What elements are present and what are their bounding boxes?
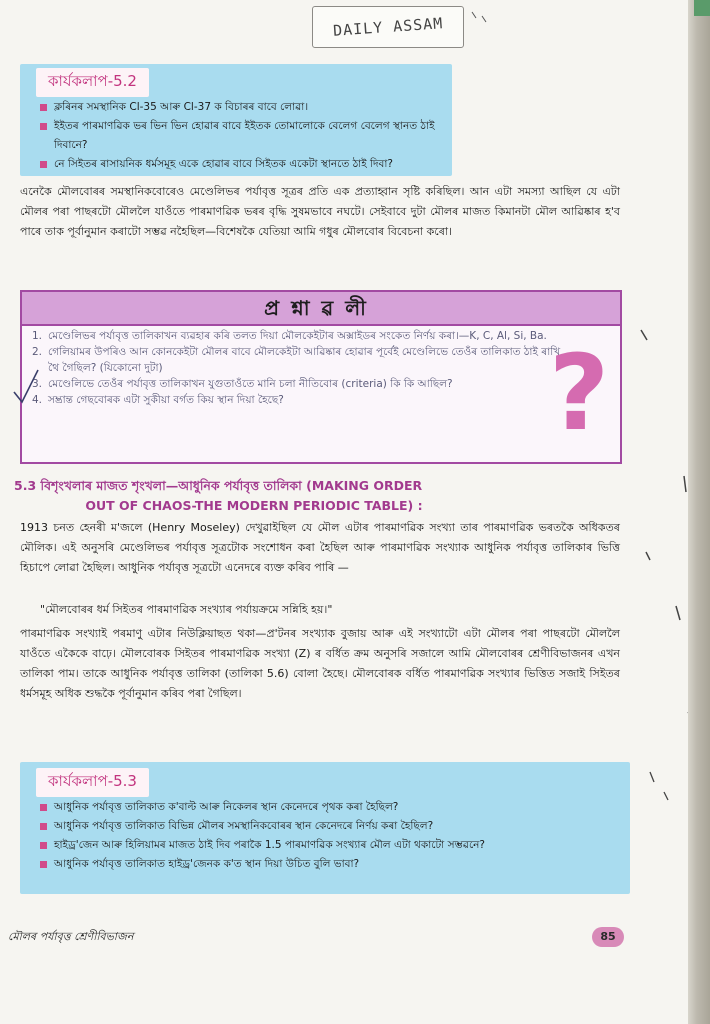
question-number: 1. bbox=[32, 330, 43, 342]
list-item: আধুনিক পৰ্যাবৃত্ত তালিকাত ক'বাল্ট আৰু নিকেলৰ স্থান কেনেদৰে পৃথক কৰা হৈছিল? bbox=[40, 798, 626, 817]
ink-stroke bbox=[650, 772, 668, 800]
stamp-text: DAILY ASSAM bbox=[332, 14, 444, 40]
paragraph: 1913 চনত হেনৰী ম'জলে (Henry Moseley) দেখুৱাইছিল যে মৌল এটাৰ পাৰমাণৱিক সংখ্যা তাৰ পাৰমাণৱিক ভৰতকৈ অধিকতৰ মৌলিক। এই অনুসৰি মেণ্ডেলিভৰ পৰ্যাবৃত্ত সূত্ৰটোক সংশোধন কৰা হৈছিল আৰু পাৰমাণৱিক সংখ্যাক আধুনিক পৰ্যাবৃত্ত তালিকাৰ ভিত্তি হিচাপে লোৱা হৈছিল। আধুনিক পৰ্যাবৃত্ত সূত্ৰটো এনেদৰে ব্যক্ত কৰিব পাৰি — bbox=[20, 521, 620, 574]
question-mark-icon: ? bbox=[548, 332, 610, 454]
paragraph: পাৰমাণৱিক সংখ্যাই পৰমাণু এটাৰ নিউক্লিয়াছত থকা—প্ৰ'টনৰ সংখ্যাক বুজায় আৰু এই সংখ্যাটো এটা মৌলৰ পৰা পাছৰটো মৌললৈ যাওঁতে একৈকে বাঢ়ে। মৌলবোৰক সিইতৰ পাৰমাণৱিক সংখ্যা (Z) ৰ বৰ্ধিত ক্ৰম অনুসৰি সজালে আমি মৌলবোৰৰ শ্ৰেণীবিভাজনৰ এখন তালিকা পাম। তাকে আধুনিক পৰ্যাবৃত্ত তালিকা (তালিকা 5.6) বোলা হৈছে। মৌলবোৰক বৰ্ধিত পাৰমাণৱিক সংখ্যাৰ ভিত্তিত সজাই সিইতৰ ধৰ্মসমূহ অধিক শুদ্ধকৈ পূৰ্বানুমান কৰিব পৰা গৈছিল। bbox=[20, 627, 620, 700]
paragraph: এনেকৈ মৌলবোৰৰ সমস্থানিকবোৰেও মেণ্ডেলিভৰ পৰ্যাবৃত্ত সূত্ৰৰ প্ৰতি এক প্ৰত্যাহ্বান সৃষ্টি কৰিছিল। আন এটা সমস্যা আছিল যে এটা মৌলৰ পৰা পাছৰটো মৌললৈ যাওঁতে পাৰমাণৱিক ভৰৰ বৃদ্ধি সুষমভাবে নঘটে। সেইবাবে দুটা মৌলৰ মাজত কিমানটা মৌল আৱিষ্কাৰ হ'ব পাৰে তাক পূৰ্বানুমান কৰাটো সম্ভৱ নহৈছিল—বিশেষকৈ যেতিয়া আমি গধুৰ মৌলবোৰ বিবেচনা কৰো। bbox=[20, 185, 620, 238]
book-spine-edge bbox=[688, 0, 710, 1024]
question-text: সম্ভ্ৰান্ত গেছবোৰক এটা সুকীয়া বৰ্গত কিয় স্থান দিয়া হৈছে? bbox=[48, 394, 284, 406]
ink-stroke bbox=[684, 476, 686, 492]
questions-title: প্ৰশ্নাৱলী bbox=[264, 296, 378, 320]
quoted-law: "মৌলবোৰৰ ধৰ্ম সিইতৰ পাৰমাণৱিক সংখ্যাৰ পৰ্যায়ক্ৰমে সন্নিহি হয়।" bbox=[40, 603, 333, 616]
list-item: আধুনিক পৰ্যাবৃত্ত তালিকাত বিভিন্ন মৌলৰ সমস্থানিকবোৰৰ স্থান কেনেদৰে নিৰ্ণয় কৰা হৈছিল? bbox=[40, 817, 626, 836]
list-item: ক্লৰিনৰ সমস্থানিক Cl-35 আৰু Cl-37 ক বিচাৰৰ বাবে লোৱা। bbox=[40, 98, 450, 117]
ink-stroke bbox=[646, 552, 650, 560]
question-number: 2. bbox=[32, 346, 43, 358]
list-item: ইইতৰ পাৰমাণৱিক ভৰ ভিন ভিন হোৱাৰ বাবে ইইতক তোমালোকে বেলেগ বেলেগ স্থানত ঠাই দিবানে? bbox=[40, 117, 450, 155]
ink-stroke bbox=[472, 12, 486, 22]
check-mark bbox=[14, 370, 38, 402]
activity-label: কাৰ্যকলাপ-5.2 bbox=[36, 68, 149, 97]
book-cover-corner bbox=[694, 0, 710, 16]
question-number: 4. bbox=[32, 394, 43, 406]
section-heading-line1: 5.3 বিশৃংখলাৰ মাজত শৃংখলা—আধুনিক পৰ্যাবৃত্ত তালিকা (MAKING ORDER bbox=[14, 478, 423, 493]
question-text: গেলিয়ামৰ উপৰিও আন কোনকেইটা মৌলৰ বাবে মৌলকেইটা আৱিষ্কাৰ হোৱাৰ পূৰ্বেই মেণ্ডেলিভে তেওঁৰ তালিকাত ঠাই ৰাখি থৈ গৈছিল? (যিকোনো দুটা) bbox=[48, 346, 561, 374]
question-number: 3. bbox=[32, 378, 43, 390]
question-text: মেণ্ডেলিভৰ পৰ্যাবৃত্ত তালিকাখন ব্যৱহাৰ কৰি তলত দিয়া মৌলকেইটাৰ অক্সাইডৰ সংকেত নিৰ্ণয় কৰা।—K, C, Al, Si, Ba. bbox=[48, 330, 547, 342]
activity-label: কাৰ্যকলাপ-5.3 bbox=[36, 768, 149, 797]
question-text: মেণ্ডেলিভে তেওঁৰ পৰ্যাবৃত্ত তালিকাখন যুগুতাওঁতে মানি চলা নীতিবোৰ (criteria) কি কি আছিল? bbox=[48, 378, 453, 390]
chapter-title: মৌলৰ পৰ্যাবৃত্ত শ্ৰেণীবিভাজন bbox=[8, 930, 134, 943]
list-item: আধুনিক পৰ্যাবৃত্ত তালিকাত হাইড্ৰ'জেনক ক'ত স্থান দিয়া উচিত বুলি ভাবা? bbox=[40, 855, 626, 874]
ink-stroke bbox=[641, 330, 647, 340]
section-heading-line2: OUT OF CHAOS-THE MODERN PERIODIC TABLE) : bbox=[85, 498, 423, 513]
list-item: হাইড্ৰ'জেন আৰু হিলিয়ামৰ মাজত ঠাই দিব পৰাকৈ 1.5 পাৰমাণৱিক সংখ্যাৰ মৌল এটা থকাটো সম্ভৱনে? bbox=[40, 836, 626, 855]
page-number: 85 bbox=[592, 927, 624, 947]
ink-stroke bbox=[676, 606, 680, 620]
list-item: নে সিইতৰ ৰাসায়নিক ধৰ্মসমূহ একে হোৱাৰ বাবে সিইতক একেটা স্থানতে ঠাই দিবা? bbox=[40, 155, 450, 174]
